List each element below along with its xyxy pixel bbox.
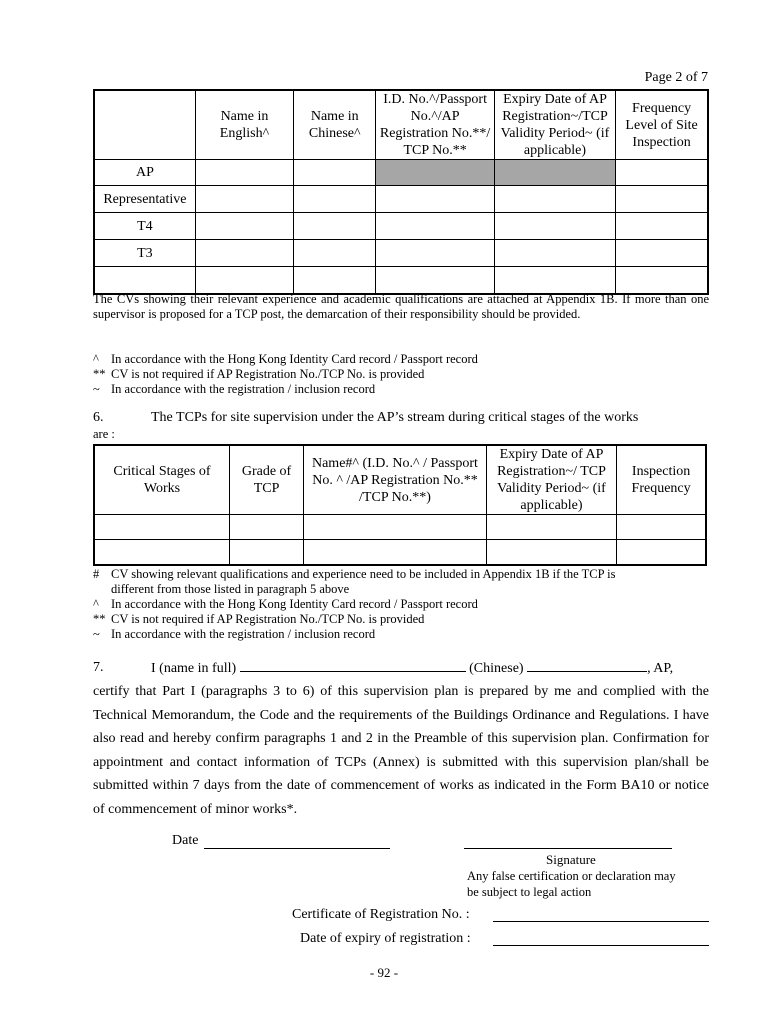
shaded-cell <box>376 160 494 186</box>
header-name-english: Name in English^ <box>195 90 293 160</box>
note-text: CV is not required if AP Registration No./TCP No. is provided <box>111 367 425 381</box>
note-symbol: ^ <box>93 352 99 366</box>
note-line <box>93 367 424 382</box>
cv-paragraph: The CVs showing their relevant experience and academic qualifications are attached at Appendix 1B. If more than one supervisor is proposed for a TCP post, the demarcation of their responsibility should be provided. <box>93 292 709 321</box>
note-text: CV is not required if AP Registration No./TCP No. is provided <box>111 612 425 626</box>
header-cell-blank <box>94 90 195 160</box>
table-cell[interactable] <box>294 267 376 294</box>
table-cell[interactable] <box>616 267 708 294</box>
note-line <box>93 597 478 612</box>
date-expiry-field[interactable] <box>493 945 709 946</box>
false-cert-line2: be subject to legal action <box>467 885 592 899</box>
full-name-field[interactable] <box>240 659 466 672</box>
table-cell[interactable] <box>376 213 494 240</box>
note-text: In accordance with the registration / inclusion record <box>111 382 376 396</box>
section-6-text-cont: are : <box>93 427 115 441</box>
note-text: CV showing relevant qualifications and experience need to be included in Appendix 1B if the TCP is <box>111 567 616 581</box>
table-cell[interactable] <box>376 186 494 213</box>
note-line <box>93 627 375 642</box>
table-cell[interactable] <box>94 540 229 565</box>
table-cell[interactable] <box>229 540 303 565</box>
table-cell[interactable] <box>486 540 616 565</box>
page-label: Page 2 of 7 <box>644 70 708 85</box>
note-line <box>93 567 709 582</box>
header-expiry-date: Expiry Date of AP Registration~/ TCP Validity Period~ (if applicable) <box>486 445 616 515</box>
table-cell[interactable] <box>494 267 615 294</box>
note-text: In accordance with the Hong Kong Identity Card record / Passport record <box>111 597 478 611</box>
cert-reg-label: Certificate of Registration No. : <box>292 907 470 922</box>
table-cell[interactable] <box>294 240 376 267</box>
supervisor-table <box>93 89 709 295</box>
note-line <box>93 352 478 367</box>
table-cell[interactable] <box>94 515 229 540</box>
note-symbol: ^ <box>93 597 99 611</box>
header-critical-stages: Critical Stages of Works <box>94 445 229 515</box>
date-field[interactable] <box>204 848 390 849</box>
table-cell[interactable] <box>294 186 376 213</box>
table-cell[interactable] <box>616 160 708 186</box>
chinese-label: (Chinese) <box>469 661 524 676</box>
footer-page-number: - 92 - <box>369 965 399 980</box>
table-cell[interactable] <box>304 540 487 565</box>
note-line <box>93 612 424 627</box>
note-symbol: # <box>93 567 100 581</box>
ap-label: , AP, <box>647 661 674 676</box>
note-line <box>93 382 375 397</box>
false-cert-line1: Any false certification or declaration may <box>467 869 676 883</box>
note-text: In accordance with the registration / inclusion record <box>111 627 376 641</box>
table-cell[interactable] <box>376 267 494 294</box>
table-cell[interactable] <box>616 213 708 240</box>
table-cell[interactable] <box>229 515 303 540</box>
date-label: Date <box>172 833 199 848</box>
section-7-first-line <box>151 659 709 678</box>
note-symbol: ~ <box>93 627 100 641</box>
table-cell[interactable] <box>376 240 494 267</box>
header-grade-of-tcp: Grade of TCP <box>229 445 303 515</box>
table-cell[interactable] <box>195 213 293 240</box>
signature-label: Signature <box>546 852 596 867</box>
table-cell[interactable] <box>616 240 708 267</box>
section-7-number: 7. <box>93 660 104 675</box>
row-label-t4: T4 <box>94 213 195 240</box>
table-cell[interactable] <box>617 515 706 540</box>
signature-field[interactable] <box>464 848 672 849</box>
header-name-chinese: Name in Chinese^ <box>294 90 376 160</box>
table-cell[interactable] <box>294 160 376 186</box>
certification-paragraph: certify that Part I (paragraphs 3 to 6) of this supervision plan is prepared by me and complied with the Technical Memorandum, the Code and the requirements of the Buildings Ordinance and Regulations. I have also read and hereby confirm paragraphs 1 and 2 in the Preamble of this supervision plan. Confirmation for appointment and contact information of TCPs (Annex) is submitted with this supervision plan/shall be submitted within 7 days from the date of commencement of works as indicated in the Form BA10 or notice of commencement of minor works*. <box>93 684 709 817</box>
table-cell[interactable] <box>494 186 615 213</box>
table-cell[interactable] <box>617 540 706 565</box>
header-expiry-date: Expiry Date of AP Registration~/TCP Validity Period~ (if applicable) <box>494 90 615 160</box>
chinese-name-field[interactable] <box>527 659 647 672</box>
note-text-cont: different from those listed in paragraph 5 above <box>111 582 350 596</box>
table-cell[interactable] <box>494 240 615 267</box>
row-label-ap: AP <box>94 160 195 186</box>
section-6-text: The TCPs for site supervision under the AP’s stream during critical stages of the works <box>151 410 639 425</box>
header-id-no: I.D. No.^/Passport No.^/AP Registration No.**/ TCP No.** <box>376 90 494 160</box>
note-symbol: ** <box>93 367 106 381</box>
table-cell[interactable] <box>616 186 708 213</box>
date-expiry-label: Date of expiry of registration : <box>300 931 471 946</box>
table-cell[interactable] <box>304 515 487 540</box>
table-cell[interactable] <box>195 240 293 267</box>
note-symbol: ** <box>93 612 106 626</box>
table-cell[interactable] <box>486 515 616 540</box>
name-label: I (name in full) <box>151 661 237 676</box>
note-text: In accordance with the Hong Kong Identity Card record / Passport record <box>111 352 478 366</box>
row-label-blank <box>94 267 195 294</box>
table-cell[interactable] <box>294 213 376 240</box>
cert-reg-field[interactable] <box>493 921 709 922</box>
shaded-cell <box>494 160 615 186</box>
row-label-representative: Representative <box>94 186 195 213</box>
tcp-table <box>93 444 707 566</box>
section-6-number: 6. <box>93 410 104 425</box>
note-symbol: ~ <box>93 382 100 396</box>
table-cell[interactable] <box>195 160 293 186</box>
table-cell[interactable] <box>195 186 293 213</box>
header-name-id: Name#^ (I.D. No.^ / Passport No. ^ /AP Registration No.** /TCP No.**) <box>304 445 487 515</box>
row-label-t3: T3 <box>94 240 195 267</box>
table-cell[interactable] <box>494 213 615 240</box>
table-cell[interactable] <box>195 267 293 294</box>
header-frequency: Frequency Level of Site Inspection <box>616 90 708 160</box>
header-inspection-frequency: Inspection Frequency <box>617 445 706 515</box>
